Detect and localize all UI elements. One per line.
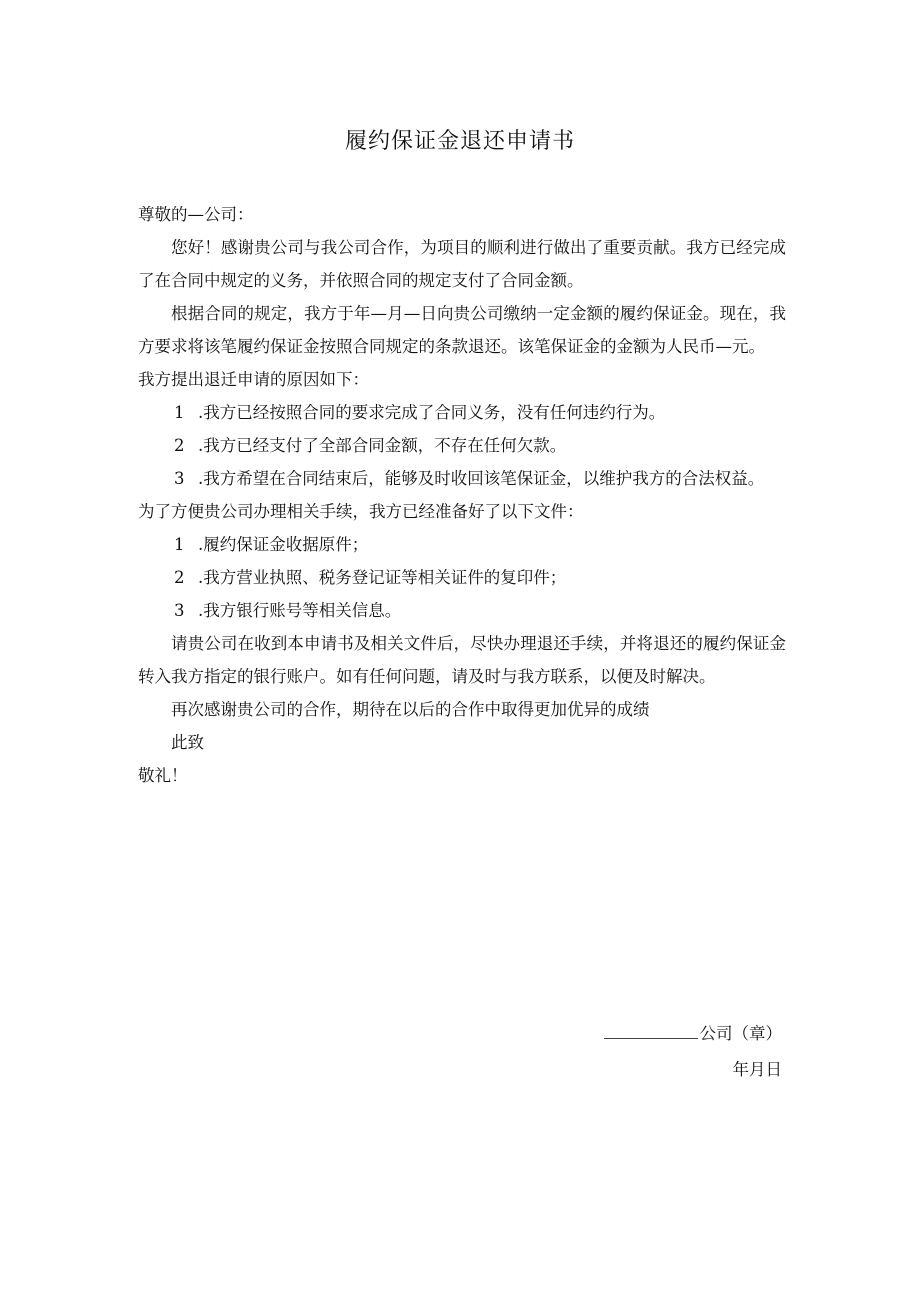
- reason-number: 1: [174, 403, 185, 422]
- document-text: .我方营业执照、税务登记证等相关证件的复印件；: [198, 568, 567, 587]
- paragraph-thanks: 再次感谢贵公司的合作，期待在以后的合作中取得更加优异的成绩: [171, 700, 650, 719]
- reason-text: .我方已经按照合同的要求完成了合同义务，没有任何违约行为。: [198, 403, 666, 422]
- document-item: [138, 528, 786, 561]
- document-text: .我方银行账号等相关信息。: [198, 601, 402, 620]
- document-text: .履约保证金收据原件；: [198, 535, 369, 554]
- document-title: 履约保证金退还申请书: [344, 129, 575, 154]
- signature-blank-line: [604, 1024, 698, 1039]
- paragraph-deposit: 根据合同的规定，我方于年—月—日向贵公司缴纳一定金额的履约保证金。现在，我方要求将该笔履约保证金按照合同规定的条款退还。该笔保证金的金额为人民币—元。: [138, 304, 786, 356]
- signature-date: 年月日: [732, 1060, 782, 1079]
- closing-line-1: 此致: [171, 733, 204, 752]
- reason-text: .我方已经支付了全部合同金额，不存在任何欠款。: [198, 436, 567, 455]
- signature-company-label: 公司（章）: [699, 1024, 782, 1043]
- document-item: [138, 594, 786, 627]
- signature-company: [560, 1020, 782, 1044]
- document-number: 2: [174, 568, 185, 587]
- document-number: 3: [174, 601, 185, 620]
- reason-item: [138, 396, 786, 429]
- closing-line-2: 敬礼！: [138, 766, 188, 785]
- document-number: 1: [174, 535, 185, 554]
- reason-item: [138, 462, 786, 495]
- paragraph-request: 请贵公司在收到本申请书及相关文件后，尽快办理退还手续，并将退还的履约保证金转入我方指定的银行账户。如有任何问题，请及时与我方联系，以便及时解决。: [138, 634, 786, 686]
- reasons-intro: 我方提出退迁申请的原因如下：: [138, 370, 369, 389]
- salutation: 尊敬的—公司：: [138, 205, 254, 224]
- document-item: [138, 561, 786, 594]
- reason-number: 3: [174, 469, 185, 488]
- documents-intro: 为了方便贵公司办理相关手续，我方已经准备好了以下文件：: [138, 502, 584, 521]
- paragraph-greeting: 您好！感谢贵公司与我公司合作，为项目的顺利进行做出了重要贡献。我方已经完成了在合同中规定的义务，并依照合同的规定支付了合同金额。: [138, 238, 786, 290]
- document-body: [138, 198, 786, 792]
- reason-item: [138, 429, 786, 462]
- reason-text: .我方希望在合同结束后，能够及时收回该笔保证金，以维护我方的合法权益。: [198, 469, 765, 488]
- reason-number: 2: [174, 436, 185, 455]
